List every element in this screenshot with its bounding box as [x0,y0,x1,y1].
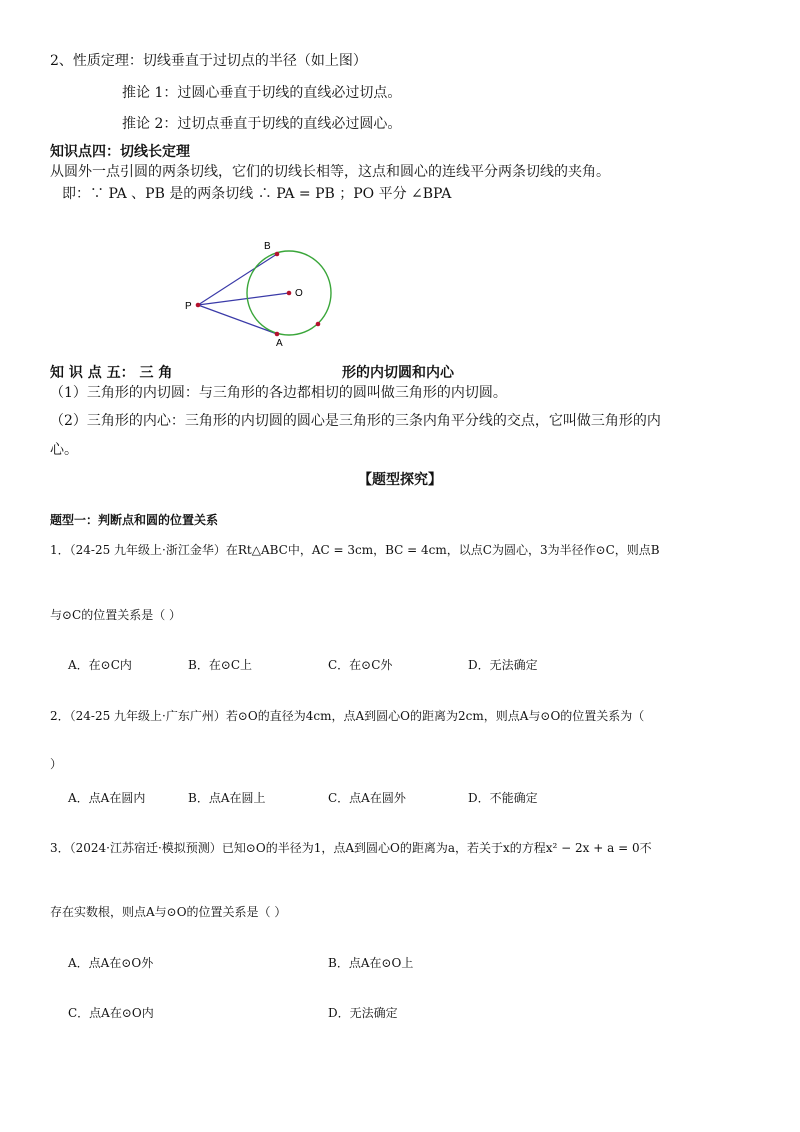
q3-number: 3． [50,841,70,855]
point4-text: 从圆外一点引圆的两条切线，它们的切线长相等，这点和圆心的连线平分两条切线的夹角。 [50,164,610,180]
question-1 [50,541,660,559]
q3-source: （2024·江苏宿迁·模拟预测） [69,841,222,855]
label-b: B [264,241,271,252]
point-b [275,252,280,257]
corollary-1: 推论 1：过圆心垂直于切线的直线必过切点。 [122,85,402,101]
label-o: O [295,288,303,299]
circle-o [247,251,331,335]
q1-option-c: C．在⊙C外 [328,658,393,672]
q2-option-d: D．不能确定 [468,791,538,805]
point-extra [316,322,321,327]
q1-option-a: A．在⊙C内 [68,658,132,672]
q2-text-line1: 若⊙O的直径为4cm，点A到圆心O的距离为2cm，则点A与⊙O的位置关系为（ [225,709,645,723]
q3-text-line1: 已知⊙O的半径为1，点A到圆心O的距离为a，若关于x的方程x² − 2x + a = 0不 [221,841,652,855]
q3-option-b: B．点A在⊙O上 [328,956,414,970]
q2-text-line2: ） [50,757,63,771]
q3-option-c: C．点A在⊙O内 [68,1006,154,1020]
q1-text-line2: 与⊙C的位置关系是（ ） [50,608,182,622]
type1-heading: 题型一：判断点和圆的位置关系 [50,513,219,527]
q1-text-line1: 在Rt△ABC中，AC = 3cm，BC = 4cm，以点C为圆心，3为半径作⊙C，则点B [225,543,660,557]
point5-item2-line2: 心。 [50,442,78,458]
point5-heading-left: 知 识 点 五： 三 角 [50,365,173,381]
label-a: A [276,338,283,349]
point5-item1: （1）三角形的内切圆：与三角形的各边都相切的圆叫做三角形的内切圆。 [50,385,507,401]
question-2 [50,707,644,725]
property-theorem-title: 2、性质定理：切线垂直于过切点的半径（如上图） [50,53,367,69]
q2-option-a: A．点A在圆内 [68,791,146,805]
tangent-pa [198,305,277,334]
question-3 [50,839,652,857]
corollary-2: 推论 2：过切点垂直于切线的直线必过圆心。 [122,116,402,132]
q1-number: 1． [50,543,70,557]
point5-heading-right: 形的内切圆和内心 [342,365,454,381]
q3-option-d: D．无法确定 [328,1006,398,1020]
point-p [196,303,201,308]
tangent-pb [198,254,277,305]
section-title: 【题型探究】 [358,472,442,488]
q3-option-a: A．点A在⊙O外 [68,956,154,970]
q2-source: （24-25 九年级上·广东广州） [69,709,226,723]
point-a [275,332,280,337]
q2-number: 2． [50,709,70,723]
point4-heading: 知识点四：切线长定理 [50,144,190,160]
point-o [287,291,292,296]
q2-option-b: B．点A在圆上 [188,791,266,805]
point5-item2-line1: （2）三角形的内心：三角形的内切圆的圆心是三角形的三条内角平分线的交点，它叫做三角形的内 [50,413,661,429]
q1-source: （24-25 九年级上·浙江金华） [69,543,226,557]
point4-formula: 即：∵ PA 、PB 是的两条切线 ∴ PA = PB ；PO 平分 ∠BPA [62,186,452,202]
q2-option-c: C．点A在圆外 [328,791,406,805]
q1-option-d: D．无法确定 [468,658,538,672]
q1-option-b: B．在⊙C上 [188,658,253,672]
q3-text-line2: 存在实数根，则点A与⊙O的位置关系是（ ） [50,905,287,919]
segment-po [198,293,289,305]
label-p: P [185,301,192,312]
